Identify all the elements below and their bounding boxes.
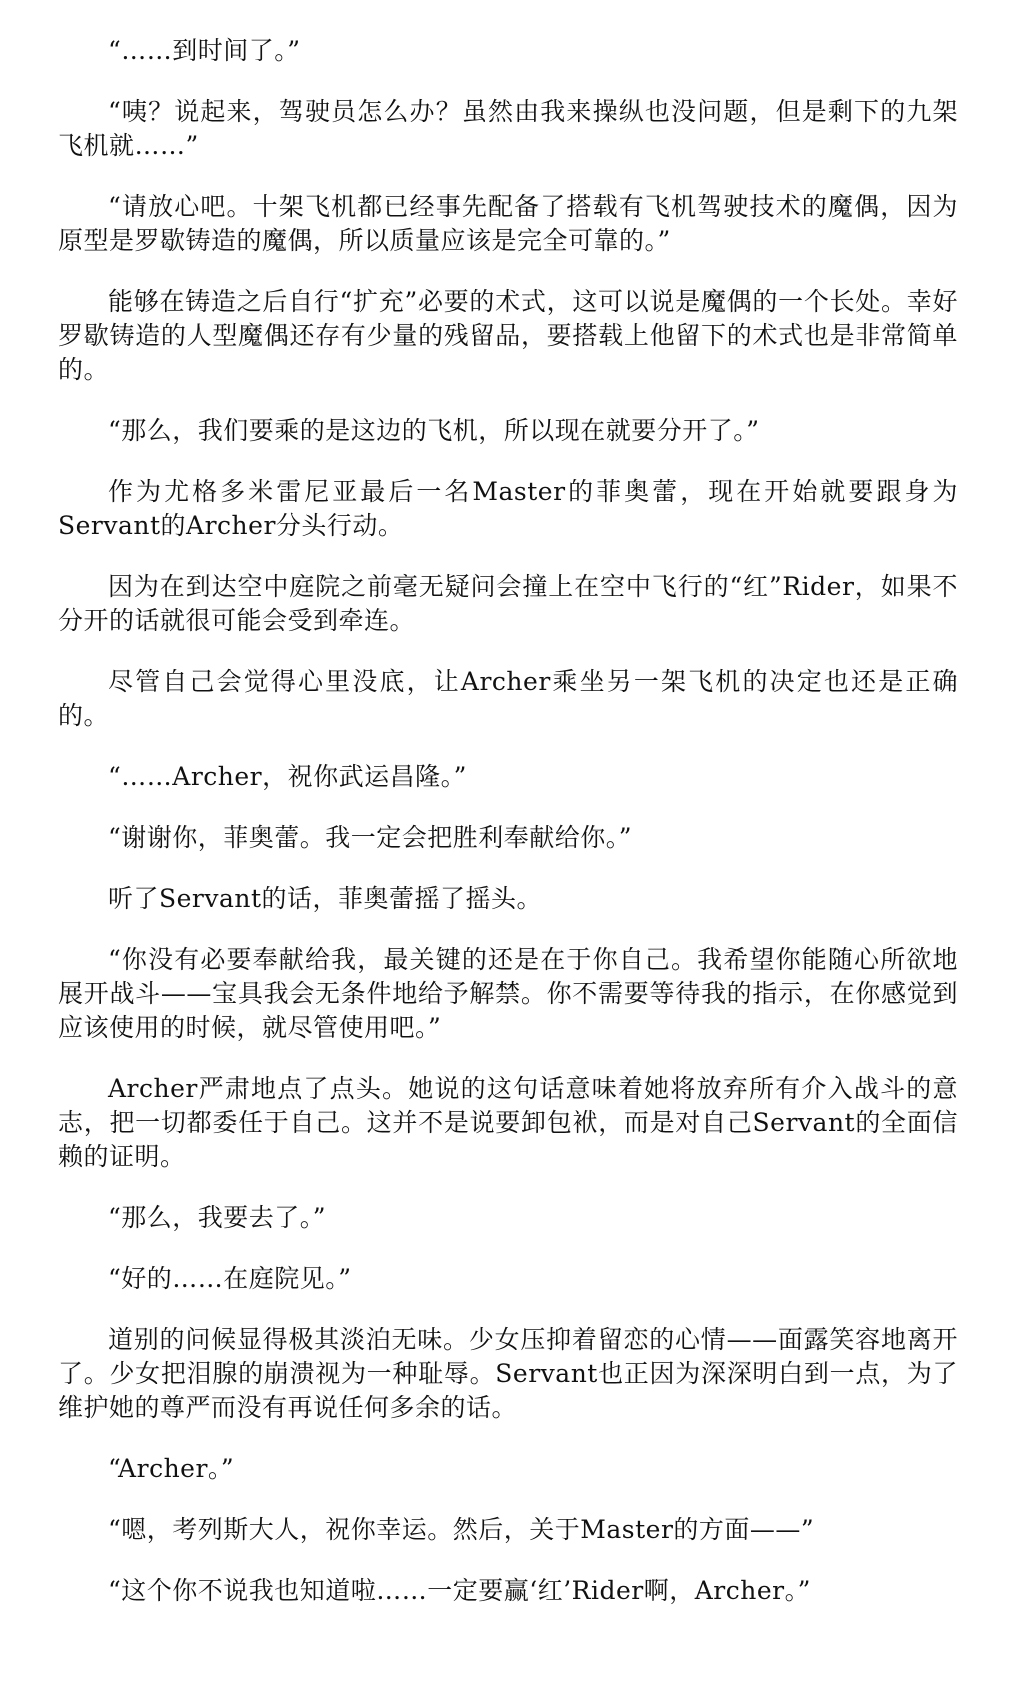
paragraph: “好的……在庭院见。” <box>108 1264 352 1293</box>
paragraph: Archer严肃地点了点头。她说的这句话意味着她将放弃所有介入战斗的意志，把一切都委任于自己。这并不是说要卸包袱，而是对自己Servant的全面信赖的证明。 <box>58 1074 958 1171</box>
paragraph: 道别的问候显得极其淡泊无味。少女压抑着留恋的心情——面露笑容地离开了。少女把泪腺的崩溃视为一种耻辱。Servant也正因为深深明白到一点，为了维护她的尊严而没有再说任何多余的话。 <box>58 1325 958 1422</box>
paragraph: 作为尤格多米雷尼亚最后一名Master的菲奥蕾，现在开始就要跟身为Servant的Archer分头行动。 <box>58 477 958 540</box>
paragraph: 能够在铸造之后自行“扩充”必要的术式，这可以说是魔偶的一个长处。幸好罗歇铸造的人型魔偶还存有少量的残留品，要搭载上他留下的术式也是非常简单的。 <box>58 287 958 384</box>
paragraph: 尽管自己会觉得心里没底，让Archer乘坐另一架飞机的决定也还是正确的。 <box>58 667 958 730</box>
paragraph: “嗯，考列斯大人，祝你幸运。然后，关于Master的方面——” <box>108 1515 815 1544</box>
paragraph: “这个你不说我也知道啦……一定要赢‘红’Rider啊，Archer。” <box>108 1576 811 1605</box>
paragraph: “……到时间了。” <box>108 36 301 65</box>
paragraph: “那么，我们要乘的是这边的飞机，所以现在就要分开了。” <box>108 416 760 445</box>
paragraph: “那么，我要去了。” <box>108 1203 327 1232</box>
paragraph: 听了Servant的话，菲奥蕾摇了摇头。 <box>108 884 543 913</box>
paragraph: “Archer。” <box>108 1454 235 1483</box>
document-page <box>58 34 958 1635</box>
paragraph: “请放心吧。十架飞机都已经事先配备了搭载有飞机驾驶技术的魔偶，因为原型是罗歇铸造的魔偶，所以质量应该是完全可靠的。” <box>58 192 958 255</box>
paragraph: “咦？说起来，驾驶员怎么办？虽然由我来操纵也没问题，但是剩下的九架飞机就……” <box>58 97 958 160</box>
paragraph: 因为在到达空中庭院之前毫无疑问会撞上在空中飞行的“红”Rider，如果不分开的话就很可能会受到牵连。 <box>58 572 958 635</box>
paragraph: “你没有必要奉献给我，最关键的还是在于你自己。我希望你能随心所欲地展开战斗——宝具我会无条件地给予解禁。你不需要等待我的指示，在你感觉到应该使用的时候，就尽管使用吧。” <box>58 945 958 1042</box>
paragraph: “……Archer，祝你武运昌隆。” <box>108 762 467 791</box>
paragraph: “谢谢你，菲奥蕾。我一定会把胜利奉献给你。” <box>108 823 633 852</box>
